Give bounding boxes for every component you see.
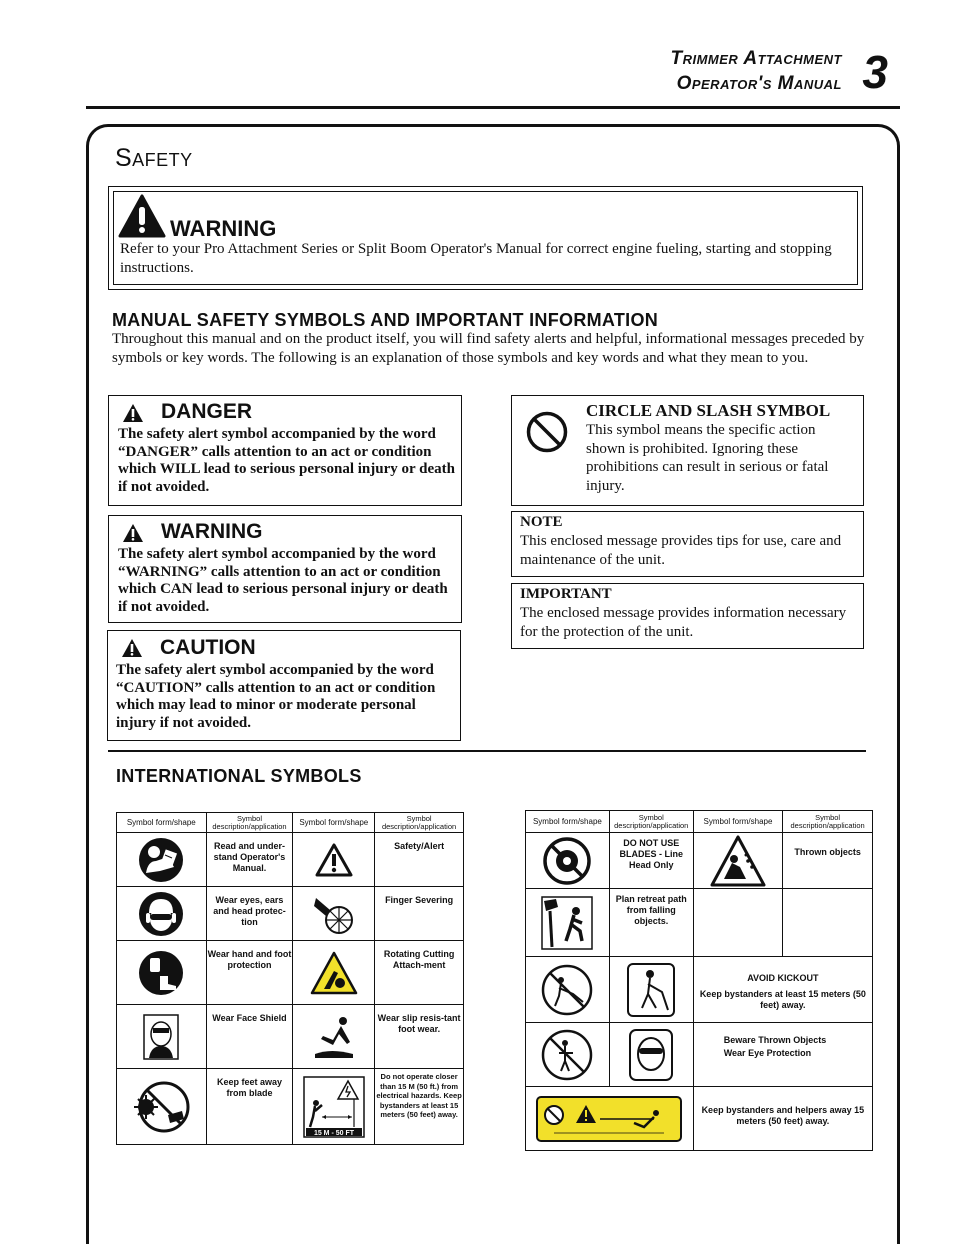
eye-protection-icon — [627, 1028, 675, 1082]
table-row — [526, 957, 873, 1023]
manual-title — [670, 46, 842, 96]
manual-title-line1: Trimmer Attachment — [670, 48, 842, 69]
table-row — [117, 1005, 464, 1069]
symbol-desc: Keep bystanders and helpers away 15 meters (50 feet) away. — [693, 1087, 872, 1151]
page-number: 3 — [862, 46, 888, 98]
col-header-desc: Symbol description/application — [206, 813, 293, 833]
keep-feet-away-icon — [132, 1079, 190, 1135]
col-header-desc: Symbol description/application — [783, 811, 873, 833]
manual-symbols-intro: Throughout this manual and on the product itself, you will find safety alerts and helpful, informational messages preceded by symbols or key words. The following is an explanation of those symbols and key words and what they mean to you. — [112, 331, 865, 366]
no-kickout-icon — [539, 962, 595, 1018]
col-header-form: Symbol form/shape — [526, 811, 610, 833]
operator-kickout-icon — [624, 962, 678, 1018]
bystander-distance-label-icon — [534, 1093, 684, 1145]
danger-heading: DANGER — [161, 400, 253, 423]
symbol-desc: Wear eyes, ears and head protec-tion — [206, 887, 293, 941]
slip-resistant-footwear-icon — [311, 1014, 357, 1060]
table-row — [526, 833, 873, 889]
face-shield-icon — [143, 1014, 179, 1060]
table-row — [117, 833, 464, 887]
section-divider — [108, 750, 866, 752]
warning-def-text: The safety alert symbol accompanied by the word “WARNING” calls attention to an act or condition which CAN lead to serious personal injury or death if not avoided. — [118, 546, 448, 615]
symbols-table-left — [116, 812, 464, 1145]
table-row — [526, 1087, 873, 1151]
table-row — [526, 1023, 873, 1087]
symbol-desc: DO NOT USE BLADES - Line Head Only — [609, 833, 693, 889]
warning-def-heading: WARNING — [161, 520, 263, 543]
header-rule — [86, 106, 900, 109]
warning-text: Refer to your Pro Attachment Series or Split Boom Operator's Manual for correct engine fueling, starting and stopping instructions. — [120, 241, 832, 276]
thrown-objects-cell — [693, 1023, 872, 1087]
circle-slash-heading: CIRCLE AND SLASH SYMBOL — [586, 401, 831, 420]
col-header-desc: Symbol description/application — [375, 813, 464, 833]
alert-triangle-icon — [121, 638, 143, 658]
symbol-desc: Rotating Cutting Attach-ment — [375, 941, 464, 1005]
note-heading: NOTE — [520, 514, 563, 530]
table-row — [117, 1069, 464, 1145]
prohibited-icon — [525, 410, 569, 454]
electrical-hazard-distance-icon — [302, 1075, 366, 1139]
danger-box — [108, 395, 462, 506]
col-header-form: Symbol form/shape — [117, 813, 207, 833]
symbol-desc: Plan retreat path from falling objects. — [609, 889, 693, 957]
thrown-objects-icon — [710, 835, 766, 887]
important-box — [511, 583, 864, 649]
caution-box — [107, 630, 461, 741]
thrown-objects-line2: Wear Eye Protection — [723, 1048, 812, 1058]
symbol-desc: Thrown objects — [783, 833, 873, 889]
international-heading: INTERNATIONAL SYMBOLS — [116, 766, 362, 786]
danger-text: The safety alert symbol accompanied by the word “DANGER” calls attention to an act or condition which WILL lead to serious personal injury or death if not avoided. — [118, 426, 455, 495]
circle-slash-text: This symbol means the specific action shown is prohibited. Ignoring these prohibitions can result in serious or fatal injury. — [586, 422, 829, 494]
symbol-desc: Do not operate closer than 15 M (50 ft.) from electrical hazards. Keep bystanders at least 15 meters (50 feet) away. — [375, 1069, 464, 1145]
alert-triangle-icon — [122, 403, 144, 423]
kickout-title: AVOID KICKOUT — [747, 973, 819, 983]
alert-triangle-icon — [122, 523, 144, 543]
warning-heading: WARNING — [170, 216, 277, 241]
rotating-cutting-attachment-icon — [310, 951, 358, 995]
distance-label: 15 M - 50 FT — [313, 1129, 354, 1137]
note-box — [511, 511, 864, 577]
falling-objects-retreat-icon — [540, 895, 594, 951]
no-bystanders-icon — [539, 1027, 595, 1083]
symbol-desc: Wear hand and foot protection — [206, 941, 293, 1005]
note-text: This enclosed message provides tips for use, care and maintenance of the unit. — [520, 533, 842, 568]
symbols-table-right — [525, 810, 873, 1151]
eye-ear-head-protection-icon — [138, 891, 184, 937]
caution-heading: CAUTION — [160, 636, 256, 659]
important-heading: IMPORTANT — [520, 586, 612, 602]
symbol-desc: Wear slip resis-tant foot wear. — [375, 1005, 464, 1069]
symbol-desc: Keep feet away from blade — [206, 1069, 293, 1145]
finger-severing-icon — [312, 892, 356, 936]
symbol-desc: Finger Severing — [375, 887, 464, 941]
col-header-desc: Symbol description/application — [609, 811, 693, 833]
kickout-text: Keep bystanders at least 15 meters (50 feet) away. — [699, 989, 866, 1010]
table-row — [117, 887, 464, 941]
hand-foot-protection-icon — [138, 950, 184, 996]
read-manual-icon — [138, 837, 184, 883]
manual-title-line2: Operator's Manual — [676, 73, 842, 94]
table-row — [526, 889, 873, 957]
thrown-objects-line1: Beware Thrown Objects — [723, 1035, 827, 1045]
col-header-form: Symbol form/shape — [693, 811, 782, 833]
safety-alert-icon — [315, 843, 353, 877]
no-blades-icon — [542, 836, 592, 886]
caution-text: The safety alert symbol accompanied by the word “CAUTION” calls attention to an act or condition which may lead to minor or moderate personal injury if not avoided. — [116, 662, 436, 731]
manual-symbols-heading: MANUAL SAFETY SYMBOLS AND IMPORTANT INFORMATION — [112, 310, 659, 330]
symbol-desc: Safety/Alert — [375, 833, 464, 887]
warning-def-box — [108, 515, 462, 623]
important-text: The enclosed message provides information necessary for the protection of the unit. — [520, 605, 847, 640]
symbol-desc: Wear Face Shield — [206, 1005, 293, 1069]
circle-slash-box — [511, 395, 864, 506]
symbol-desc: Read and under-stand Operator's Manual. — [206, 833, 293, 887]
section-title: Safety — [115, 144, 193, 172]
table-row — [117, 941, 464, 1005]
col-header-form: Symbol form/shape — [293, 813, 375, 833]
kickout-cell — [693, 957, 872, 1023]
warning-triangle-icon — [118, 194, 166, 238]
